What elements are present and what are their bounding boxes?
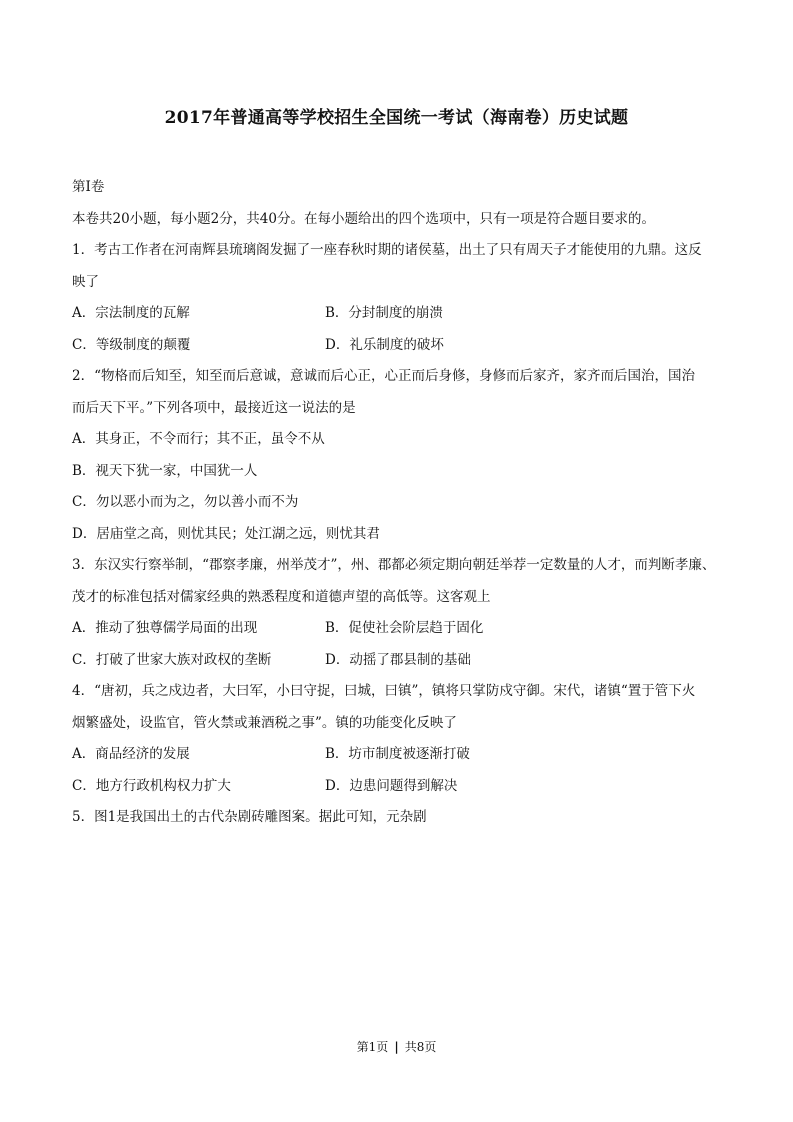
option-a: A．其身正，不令而行；其不正，虽令不从	[72, 431, 325, 447]
option-a: A．宗法制度的瓦解	[72, 305, 190, 321]
option-b: B．分封制度的崩溃	[325, 305, 443, 321]
option-a: A．商品经济的发展	[72, 746, 190, 762]
question-3	[72, 550, 724, 676]
question-stem-line: 2．“物格而后知至，知至而后意诚，意诚而后心正，心正而后身修，身修而后家齐，家齐而后国治，国治	[72, 368, 695, 384]
option-d: D．礼乐制度的破坏	[325, 336, 444, 353]
page-number-current: 第1页	[356, 1040, 389, 1054]
option-c: C．打破了世家大族对政权的垄断	[72, 651, 272, 668]
options-row	[72, 771, 724, 803]
section-label: 第Ⅰ卷	[72, 179, 105, 195]
option-b: B．视天下犹一家，中国犹一人	[72, 462, 258, 479]
page-footer	[0, 1038, 793, 1055]
question-stem-line: 5．图1是我国出土的古代杂剧砖雕图案。据此可知，元杂剧	[72, 809, 427, 825]
option-d: D．边患问题得到解决	[325, 777, 458, 794]
page-number-total: 共8页	[404, 1040, 437, 1054]
question-stem-line: 茂才的标准包括对儒家经典的熟悉程度和道德声望的高低等。这客观上	[72, 588, 491, 605]
footer-separator: |	[394, 1040, 399, 1054]
question-1	[72, 235, 724, 361]
options-row	[72, 739, 724, 771]
question-2	[72, 361, 724, 550]
page-title: 2017年普通高等学校招生全国统一考试（海南卷）历史试题	[164, 108, 629, 128]
question-stem-line: 烟繁盛处，设监官，管火禁或兼酒税之事”。镇的功能变化反映了	[72, 714, 457, 731]
options-row	[72, 298, 724, 330]
option-c: C．等级制度的颠覆	[72, 336, 191, 353]
option-b: B．坊市制度被逐渐打破	[325, 746, 470, 762]
option-b: B．促使社会阶层趋于固化	[325, 620, 484, 636]
question-stem-line: 而后天下平。”下列各项中，最接近这一说法的是	[72, 399, 356, 416]
exam-content	[72, 172, 724, 834]
question-stem-line: 映了	[72, 273, 99, 290]
option-a: A．推动了独尊儒学局面的出现	[72, 620, 258, 636]
option-d: D．动摇了郡县制的基础	[325, 651, 471, 668]
options-row	[72, 613, 724, 645]
option-c: C．地方行政机构权力扩大	[72, 777, 231, 794]
question-stem-line: 3．东汉实行察举制，“郡察孝廉，州举茂才”，州、郡都必须定期向朝廷举荐一定数量的人才，而判断孝廉、	[72, 557, 716, 573]
question-stem-line: 1．考古工作者在河南辉县琉璃阁发掘了一座春秋时期的诸侯墓，出土了只有周天子才能使用的九鼎。这反	[72, 242, 702, 258]
instructions: 本卷共20小题，每小题2分，共40分。在每小题给出的四个选项中，只有一项是符合题目要求的。	[72, 210, 655, 227]
question-4	[72, 676, 724, 802]
option-d: D．居庙堂之高，则忧其民；处江湖之远，则忧其君	[72, 525, 380, 542]
option-c: C．勿以恶小而为之，勿以善小而不为	[72, 494, 299, 510]
question-stem-line: 4．“唐初，兵之戍边者，大曰军，小曰守捉，曰城，曰镇”，镇将只掌防戍守御。宋代，诸镇“置于管下火	[72, 683, 696, 699]
options-row	[72, 645, 724, 677]
options-row	[72, 330, 724, 362]
question-5	[72, 802, 724, 834]
